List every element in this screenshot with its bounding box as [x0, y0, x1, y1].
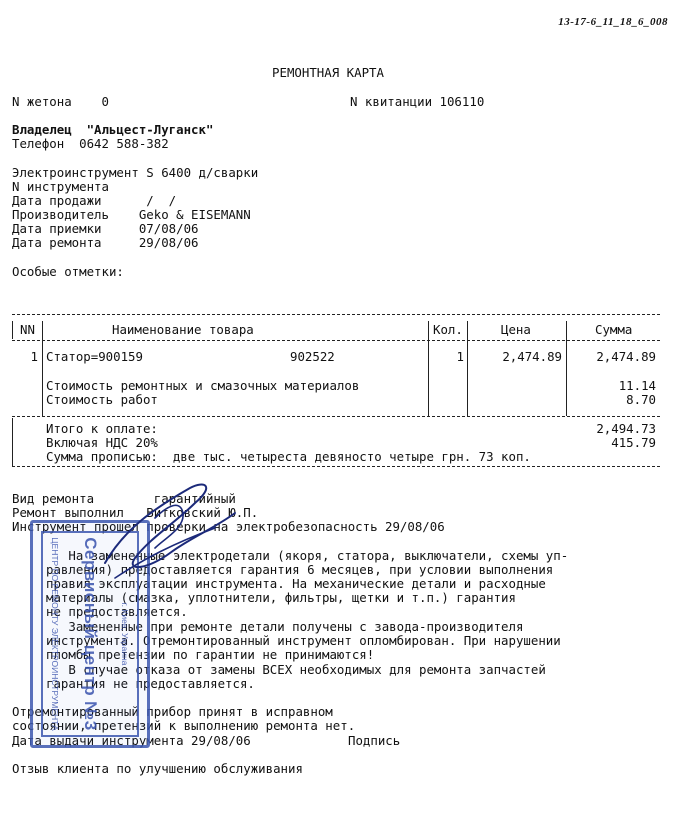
terms-line: пломбы претензии по гарантии не принимаются!	[46, 647, 375, 662]
terms-line: инструмента. Отремонтированный инструмент опломбирован. При нарушении	[46, 633, 561, 648]
stamp-main-text: Сервисный центр №3	[81, 537, 100, 731]
acceptance-line-2: состоянии, претензий к выполнению ремонта нет.	[12, 718, 356, 733]
receive-date: Дата приемки 07/08/06	[12, 221, 199, 236]
row-sum: 2,474.89	[596, 349, 656, 364]
terms-line: На замененные электродетали (якоря, статора, выключатели, схемы уп-	[46, 548, 569, 563]
stamp-small-text: г. Киев, Украина	[120, 602, 130, 666]
sum-in-words: Сумма прописью: две тыс. четыреста девяносто четыре грн. 73 коп.	[46, 449, 531, 464]
col-header-price: Цена	[501, 322, 531, 337]
handwritten-signature	[95, 468, 245, 598]
signature-label: Подпись	[348, 733, 401, 748]
table-col-divider	[42, 321, 43, 416]
vat-label: Включая НДС 20%	[46, 435, 158, 450]
table-header-rule	[12, 340, 660, 341]
table-col-divider	[566, 321, 567, 416]
terms-line: материалы (смазка, уплотнители, фильтры, щетки и т.п.) гарантия	[46, 590, 516, 605]
owner: Владелец "Альцест-Луганск"	[12, 122, 214, 137]
terms-line: В случае отказа от замены ВСЕХ необходимых для ремонта запчастей	[46, 662, 546, 677]
stamp-small-text: ЦЕНТР ПО РЕМОНТУ ЭЛЕКТРОИНСТРУМЕНТА	[50, 537, 60, 731]
row-nn: 1	[30, 349, 38, 364]
col-header-sum: Сумма	[595, 322, 633, 337]
manufacturer: Производитель Geko & EISEMANN	[12, 207, 251, 222]
terms-line: Замененные при ремонте детали получены с завода-производителя	[46, 619, 524, 634]
repair-type: Вид ремонта гарантийный	[12, 491, 236, 506]
tool-name: Электроинструмент S 6400 д/сварки	[12, 165, 259, 180]
table-col-divider	[428, 321, 429, 416]
table-col-divider	[467, 321, 468, 416]
document-id: 13-17-6_11_18_6_008	[558, 16, 668, 28]
issue-date: Дата выдачи инструмента 29/08/06	[12, 733, 251, 748]
row-qty: 1	[456, 349, 464, 364]
materials-cost: 11.14	[618, 378, 656, 393]
sale-date: Дата продажи / /	[12, 193, 177, 208]
materials-cost-label: Стоимость ремонтных и смазочных материалов	[46, 378, 360, 393]
terms-line: правил эксплуатации инструмента. На механические детали и расходные	[46, 576, 546, 591]
page-title: РЕМОНТНАЯ КАРТА	[272, 65, 384, 80]
table-top-rule	[12, 314, 660, 315]
row-item-code: 902522	[290, 349, 335, 364]
col-header-qty: Кол.	[433, 322, 463, 337]
terms-line: равления) предоставляется гарантия 6 месяцев, при условии выполнения	[46, 562, 554, 577]
labor-cost: 8.70	[626, 392, 656, 407]
client-feedback-label: Отзыв клиента по улучшению обслуживания	[12, 761, 303, 776]
tool-number: N инструмента	[12, 179, 109, 194]
terms-line: гарантия не предоставляется.	[46, 676, 255, 691]
total-value: 2,494.73	[596, 421, 656, 436]
token-number: N жетона 0	[12, 94, 109, 109]
total-label: Итого к оплате:	[46, 421, 158, 436]
col-header-nn: NN	[20, 322, 35, 337]
safety-check: Инструмент прошел проверки на электробезопасность 29/08/06	[12, 519, 445, 534]
table-bottom-rule	[12, 466, 660, 467]
receipt-number: N квитанции 106110	[350, 94, 485, 109]
row-item-name: Статор=900159	[46, 349, 143, 364]
col-header-name: Наименование товара	[112, 322, 254, 337]
vat-value: 415.79	[611, 435, 656, 450]
table-border-left	[12, 321, 13, 339]
table-items-rule	[12, 416, 660, 417]
terms-line: не предоставляется.	[46, 604, 188, 619]
phone: Телефон 0642 588-382	[12, 136, 169, 151]
repair-date: Дата ремонта 29/08/06	[12, 235, 199, 250]
table-border-left	[12, 418, 13, 466]
special-notes-label: Особые отметки:	[12, 264, 124, 279]
row-price: 2,474.89	[502, 349, 562, 364]
repaired-by: Ремонт выполнил Витковский Ю.П.	[12, 505, 259, 520]
acceptance-line-1: Отремонтированный прибор принят в исправном	[12, 704, 333, 719]
labor-cost-label: Стоимость работ	[46, 392, 158, 407]
